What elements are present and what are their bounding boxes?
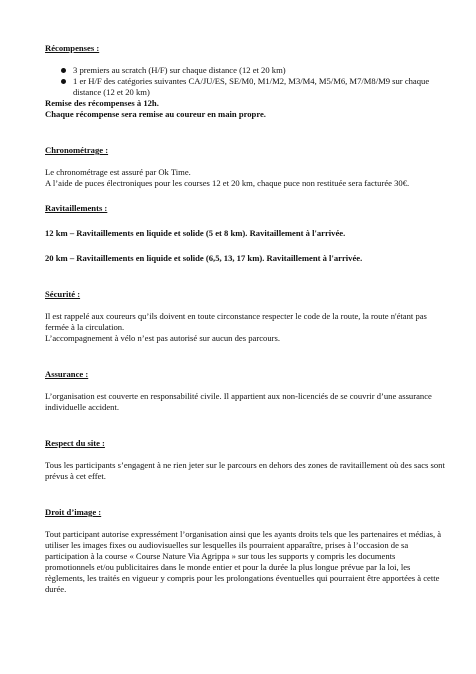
chronometrage-heading: Chronométrage :	[45, 145, 109, 155]
recompenses-note: Chaque récompense sera remise au coureur en main propre.	[45, 109, 266, 119]
ravitaillements-heading: Ravitaillements :	[45, 203, 108, 213]
recompenses-time: Remise des récompenses à 12h.	[45, 98, 159, 108]
list-item	[61, 65, 445, 76]
recompenses-list	[45, 65, 445, 98]
assurance-text: L’organisation est couverte en responsabilité civile. Il appartient aux non-licenciés de se couvrir d’une assurance individuelle accident.	[45, 391, 432, 412]
ravitaillement-20km: 20 km – Ravitaillements en liquide et solide (6,5, 13, 17 km). Ravitaillement à l'arrivée.	[45, 253, 363, 263]
section-assurance	[45, 369, 445, 413]
section-ravitaillements	[45, 203, 445, 264]
droit-image-text: Tout participant autorise expressément l’organisation ainsi que les ayants droits tels que les partenaires et médias, à utiliser les images fixes ou audiovisuelles sur lesquelles ils pourraient apparaître, prises à l’occasion de sa participation à la course « Course Nature Via Agrippa » sur tous les supports y compris les documents promotionnels et/ou publicitaires dans le monde entier et pour la durée la plus longue prévue par la loi, les règlements, les traités en vigueur y compris pour les prolongations éventuelles qui pourraient être apportées à cette durée.	[45, 529, 442, 594]
section-securite	[45, 289, 445, 344]
droit-image-heading: Droit d’image :	[45, 507, 102, 517]
respect-heading: Respect du site :	[45, 438, 105, 448]
recompenses-heading: Récompenses :	[45, 43, 100, 53]
section-droit-image	[45, 507, 445, 595]
bullet-icon	[61, 79, 66, 84]
document-page	[45, 43, 445, 595]
securite-heading: Sécurité :	[45, 289, 81, 299]
section-recompenses	[45, 43, 445, 120]
section-chronometrage	[45, 145, 445, 189]
respect-text: Tous les participants s’engagent à ne rien jeter sur le parcours en dehors des zones de ravitaillement où des sacs sont prévus à cet effet.	[45, 460, 445, 481]
list-item-text: 1 er H/F des catégories suivantes CA/JU/ES, SE/M0, M1/M2, M3/M4, M5/M6, M7/M8/M9 sur chaque distance (12 et 20 km)	[73, 76, 430, 97]
bullet-icon	[61, 68, 66, 73]
securite-text: Il est rappelé aux coureurs qu’ils doivent en toute circonstance respecter le code de la route, la route n'étant pas fermée à la circulation. L’accompagnement à vélo n’est pas autorisé sur aucun des parcours.	[45, 311, 427, 343]
assurance-heading: Assurance :	[45, 369, 89, 379]
section-respect-site	[45, 438, 445, 482]
list-item-text: 3 premiers au scratch (H/F) sur chaque distance (12 et 20 km)	[73, 65, 286, 75]
list-item	[61, 76, 445, 98]
ravitaillement-12km: 12 km – Ravitaillements en liquide et solide (5 et 8 km). Ravitaillement à l'arrivée.	[45, 228, 346, 238]
chronometrage-text: Le chronométrage est assuré par Ok Time. A l’aide de puces électroniques pour les courses 12 et 20 km, chaque puce non restituée sera facturée 30€.	[45, 167, 410, 188]
